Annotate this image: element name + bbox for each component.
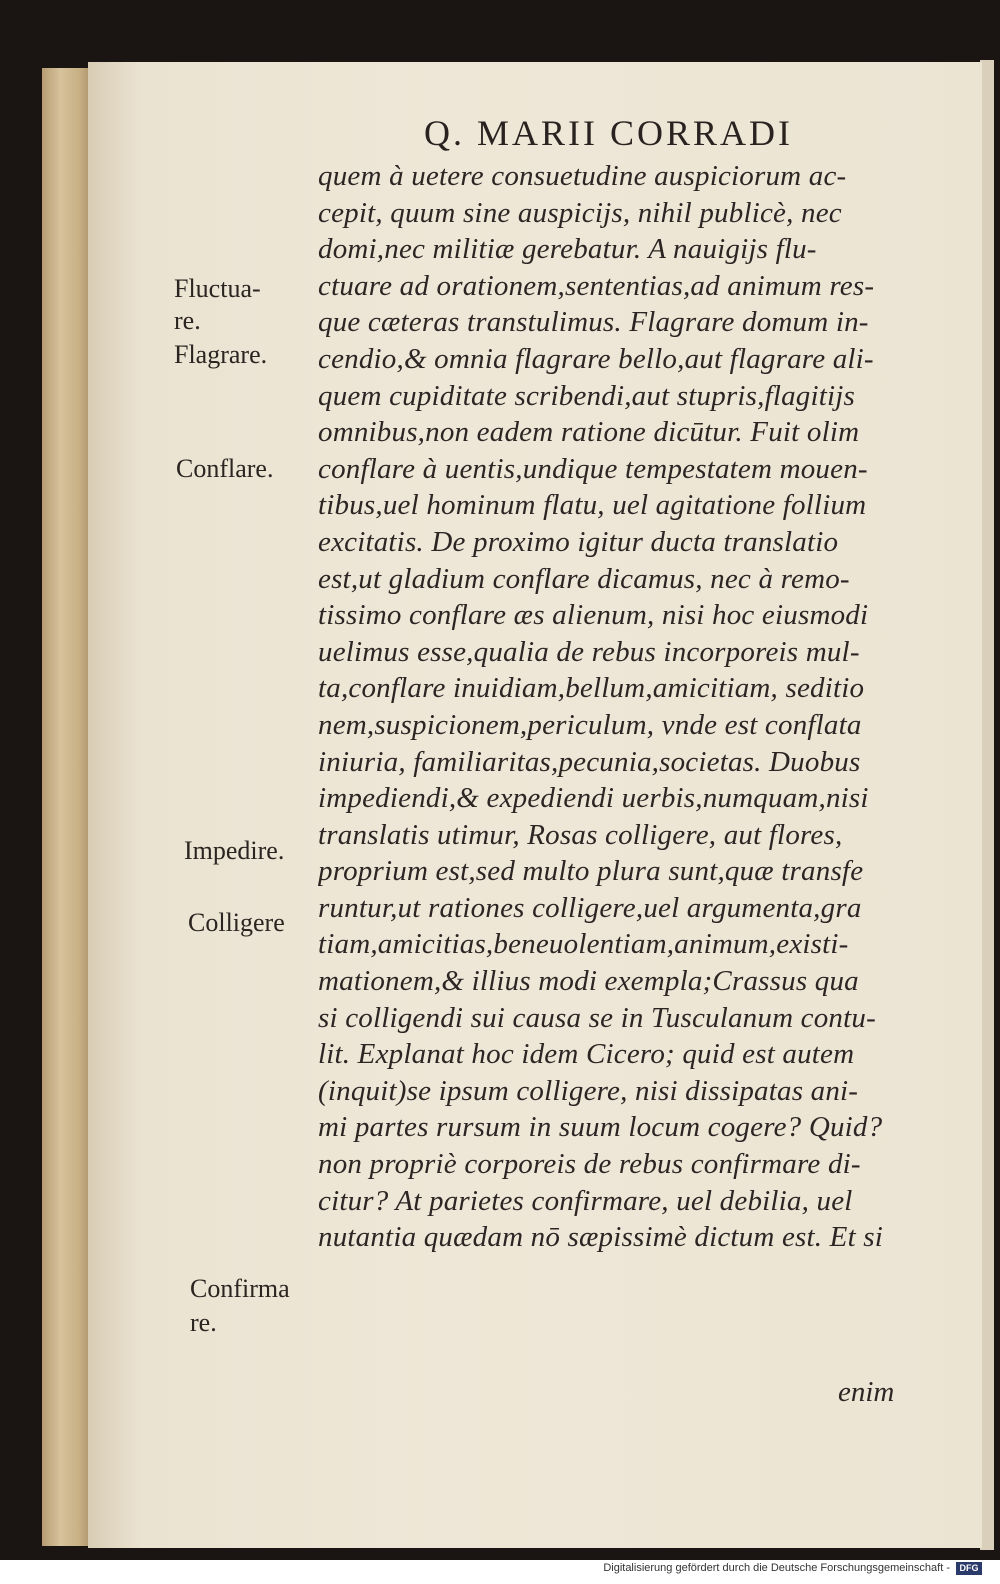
text-line: mationem,& illius modi exempla;Crassus qua (318, 965, 859, 998)
text-line: lit. Explanat hoc idem Cicero; quid est autem (318, 1038, 855, 1071)
text-line: ta,conflare inuidiam,bellum,amicitiam, seditio (318, 672, 865, 705)
margin-note-impedire: Impedire. (184, 836, 285, 865)
text-line: nutantia quædam nō sæpissimè dictum est. Et si (318, 1221, 884, 1254)
text-line: runtur,ut rationes colligere,uel argumenta,gra (318, 891, 862, 924)
text-line: si colligendi sui causa se in Tusculanum contu- (318, 1001, 876, 1034)
text-line: non propriè corporeis de rebus confirmare di- (318, 1148, 861, 1181)
text-line: cendio,& omnia flagrare bello,aut flagrare ali- (318, 342, 874, 375)
text-line: domi,nec militiæ gerebatur. A nauigijs flu- (318, 233, 817, 266)
text-line: nem,suspicionem,periculum, vnde est conflata (318, 708, 862, 741)
text-line: quem cupiditate scribendi,aut stupris,flagitijs (318, 379, 856, 412)
text-line: conflare à uentis,undique tempestatem mouen- (318, 452, 868, 485)
text-line: citur? At parietes confirmare, uel debilia, uel (318, 1184, 853, 1217)
text-line: tissimo conflare æs alienum, nisi hoc eiusmodi (318, 599, 869, 632)
book-gutter-right (980, 60, 994, 1550)
margin-note-flagrare: Flagrare. (174, 340, 268, 369)
text-line: uelimus esse,qualia de rebus incorporeis mul- (318, 635, 860, 668)
text-line: iniuria, familiaritas,pecunia,societas. Duobus (318, 745, 861, 778)
margin-note-fluctuare: Fluctua- (174, 274, 261, 303)
text-line: tiam,amicitias,beneuolentiam,animum,existi- (318, 928, 849, 961)
text-line: translatis utimur, Rosas colligere, aut flores, (318, 818, 843, 851)
text-line: ctuare ad orationem,sententias,ad animum res- (318, 269, 875, 302)
text-line: tibus,uel hominum flatu, uel agitatione follium (318, 489, 867, 522)
text-line: omnibus,non eadem ratione dicūtur. Fuit olim (318, 416, 860, 449)
text-line: cepit, quum sine auspicijs, nihil publicè, nec (318, 196, 842, 229)
text-line: impediendi,& expediendi uerbis,numquam,nisi (318, 782, 869, 815)
margin-note-conflare: Conflare. (176, 454, 274, 483)
margin-note-colligere: Colligere (188, 908, 285, 937)
dfg-logo: DFG (956, 1562, 982, 1575)
running-header: Q. MARII CORRADI (424, 113, 794, 153)
text-line: proprium est,sed multo plura sunt,quæ transfe (318, 855, 864, 888)
text-line: mi partes rursum in suum locum cogere? Quid? (318, 1111, 883, 1144)
text-line: que cæteras transtulimus. Flagrare domum in- (318, 306, 869, 339)
text-line: est,ut gladium conflare dicamus, nec à remo- (318, 562, 850, 595)
catchword: enim (838, 1376, 895, 1408)
margin-note-confirmare: Confirma (190, 1274, 290, 1303)
text-line: excitatis. De proximo igitur ducta translatio (318, 525, 839, 558)
body-text (318, 158, 958, 1256)
margin-note-fluctuare-end: re. (174, 306, 201, 335)
text-line: quem à uetere consuetudine auspiciorum ac- (318, 160, 847, 192)
book-page-edges (42, 68, 94, 1546)
funding-credit: Digitalisierung gefördert durch die Deutsche Forschungsgemeinschaft - (603, 1562, 950, 1574)
margin-note-confirmare-end: re. (190, 1308, 217, 1337)
text-line: (inquit)se ipsum colligere, nisi dissipatas ani- (318, 1074, 859, 1107)
